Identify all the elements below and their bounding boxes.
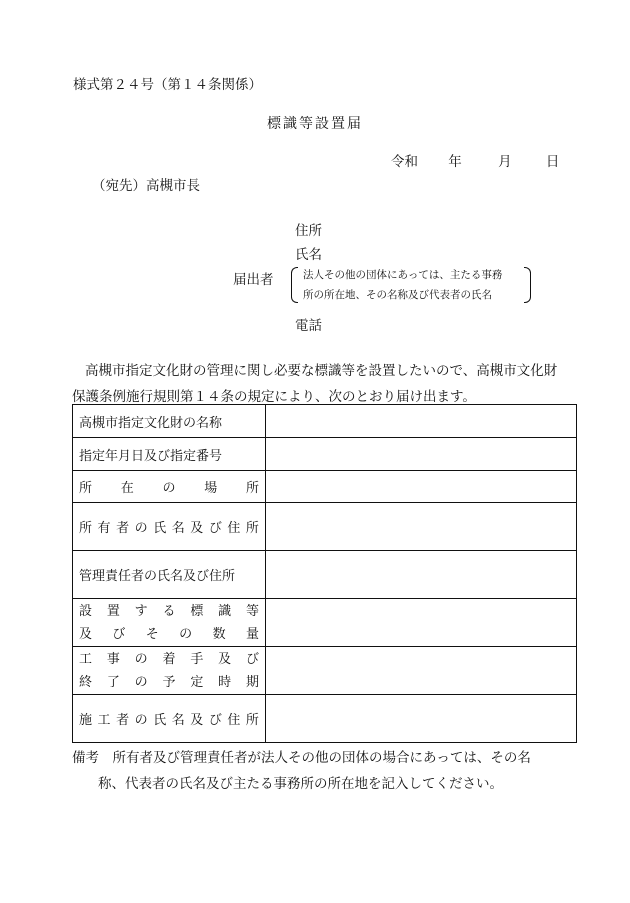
row-value-field[interactable]: [266, 695, 577, 743]
char: び: [112, 626, 126, 642]
char: 及: [190, 521, 204, 536]
char: の: [134, 651, 148, 667]
char: 工: [97, 713, 111, 728]
document-title: 標識等設置届: [267, 116, 363, 132]
table-row: [73, 695, 577, 743]
table-row: [73, 551, 577, 599]
table-row: [73, 438, 577, 471]
justified-label-line2: [79, 671, 259, 694]
corporate-note-line1: 法人その他の団体にあっては、主たる事務: [303, 269, 503, 281]
char: 定: [190, 674, 204, 690]
row-label: 管理責任者の氏名及び住所: [73, 551, 266, 599]
char: び: [208, 713, 222, 728]
justified-label: [79, 477, 259, 496]
row-label: 指定年月日及び指定番号: [73, 438, 266, 471]
justified-label-line1: [79, 648, 259, 671]
char: 予: [162, 674, 176, 690]
form-table: [72, 404, 577, 743]
char: 者: [116, 713, 130, 728]
char: 識: [218, 603, 232, 619]
row-value-field[interactable]: [266, 503, 577, 551]
form-number: 様式第２４号（第１４条関係）: [73, 77, 262, 93]
char: 住: [227, 521, 241, 536]
table-row: [73, 599, 577, 647]
row-value-field[interactable]: [266, 551, 577, 599]
char: 所: [245, 713, 259, 728]
table-row: [73, 405, 577, 438]
left-bracket: [291, 267, 298, 303]
char: 在: [120, 481, 134, 496]
body-text: 高槻市指定文化財の管理に関し必要な標識等を設置したいので、高槻市文化財保護条例施行規則第１４条の規定により、次のとおり届け出ます。: [72, 363, 558, 405]
justified-label: [79, 517, 259, 536]
char: 置: [106, 603, 120, 619]
phone-label: 電話: [295, 318, 322, 334]
char: び: [208, 521, 222, 536]
char: 所: [79, 481, 93, 496]
remarks: [72, 745, 562, 797]
char: 所: [245, 521, 259, 536]
char: 名: [171, 521, 185, 536]
char: 了: [106, 674, 120, 690]
row-label: [73, 599, 266, 647]
char: 所: [245, 481, 259, 496]
char: 場: [204, 481, 218, 496]
char: の: [134, 521, 148, 536]
date-month-label: 月: [498, 154, 512, 170]
char: 着: [162, 651, 176, 667]
justified-label-line2: [79, 623, 259, 646]
char: 施: [79, 713, 93, 728]
row-label: [73, 471, 266, 503]
remarks-line2: 称、代表者の氏名及び主たる事務所の所在地を記入してください。: [98, 776, 503, 792]
char: る: [162, 603, 176, 619]
char: 所: [79, 521, 93, 536]
name-label: 氏名: [295, 247, 322, 263]
char: の: [134, 674, 148, 690]
corporate-note-line2: 所の所在地、その名称及び代表者の氏名: [303, 289, 492, 301]
table-row: [73, 647, 577, 695]
char: 手: [190, 651, 204, 667]
addressee: （宛先）高槻市長: [92, 178, 200, 194]
row-value-field[interactable]: [266, 471, 577, 503]
row-value-field[interactable]: [266, 438, 577, 471]
date-year-label: 年: [448, 154, 462, 170]
char: 有: [97, 521, 111, 536]
char: 等: [245, 603, 259, 619]
char: 数: [212, 626, 226, 642]
date-day-label: 日: [545, 154, 560, 170]
row-label: [73, 695, 266, 743]
table-row: [73, 503, 577, 551]
char: 終: [79, 674, 93, 690]
char: び: [245, 651, 259, 667]
char: の: [179, 626, 193, 642]
char: の: [162, 481, 176, 496]
corporate-note: [291, 265, 531, 303]
char: 事: [106, 651, 120, 667]
row-value-field[interactable]: [266, 647, 577, 695]
right-bracket: [524, 267, 531, 303]
char: す: [134, 603, 148, 619]
char: の: [134, 713, 148, 728]
char: 量: [245, 626, 259, 642]
char: 標: [190, 603, 204, 619]
char: 及: [218, 651, 232, 667]
date-line: [391, 150, 559, 170]
row-value-field[interactable]: [266, 405, 577, 438]
char: 時: [218, 674, 232, 690]
date-era: 令和: [391, 154, 418, 170]
char: そ: [145, 626, 159, 642]
char: 及: [190, 713, 204, 728]
row-label: [73, 503, 266, 551]
row-label: [73, 647, 266, 695]
row-label: 高槻市指定文化財の名称: [73, 405, 266, 438]
applicant-label: 届出者: [233, 272, 274, 288]
address-label: 住所: [295, 223, 322, 239]
char: 及: [79, 626, 93, 642]
table-row: [73, 471, 577, 503]
justified-label: [79, 709, 259, 728]
char: 住: [227, 713, 241, 728]
remarks-line1: 備考 所有者及び管理責任者が法人その他の団体の場合にあっては、その名: [72, 750, 531, 766]
char: 設: [79, 603, 93, 619]
char: 氏: [153, 713, 167, 728]
char: 氏: [153, 521, 167, 536]
char: 期: [245, 674, 259, 690]
row-value-field[interactable]: [266, 599, 577, 647]
justified-label-line1: [79, 600, 259, 623]
char: 工: [79, 651, 93, 667]
char: 名: [171, 713, 185, 728]
char: 者: [116, 521, 130, 536]
